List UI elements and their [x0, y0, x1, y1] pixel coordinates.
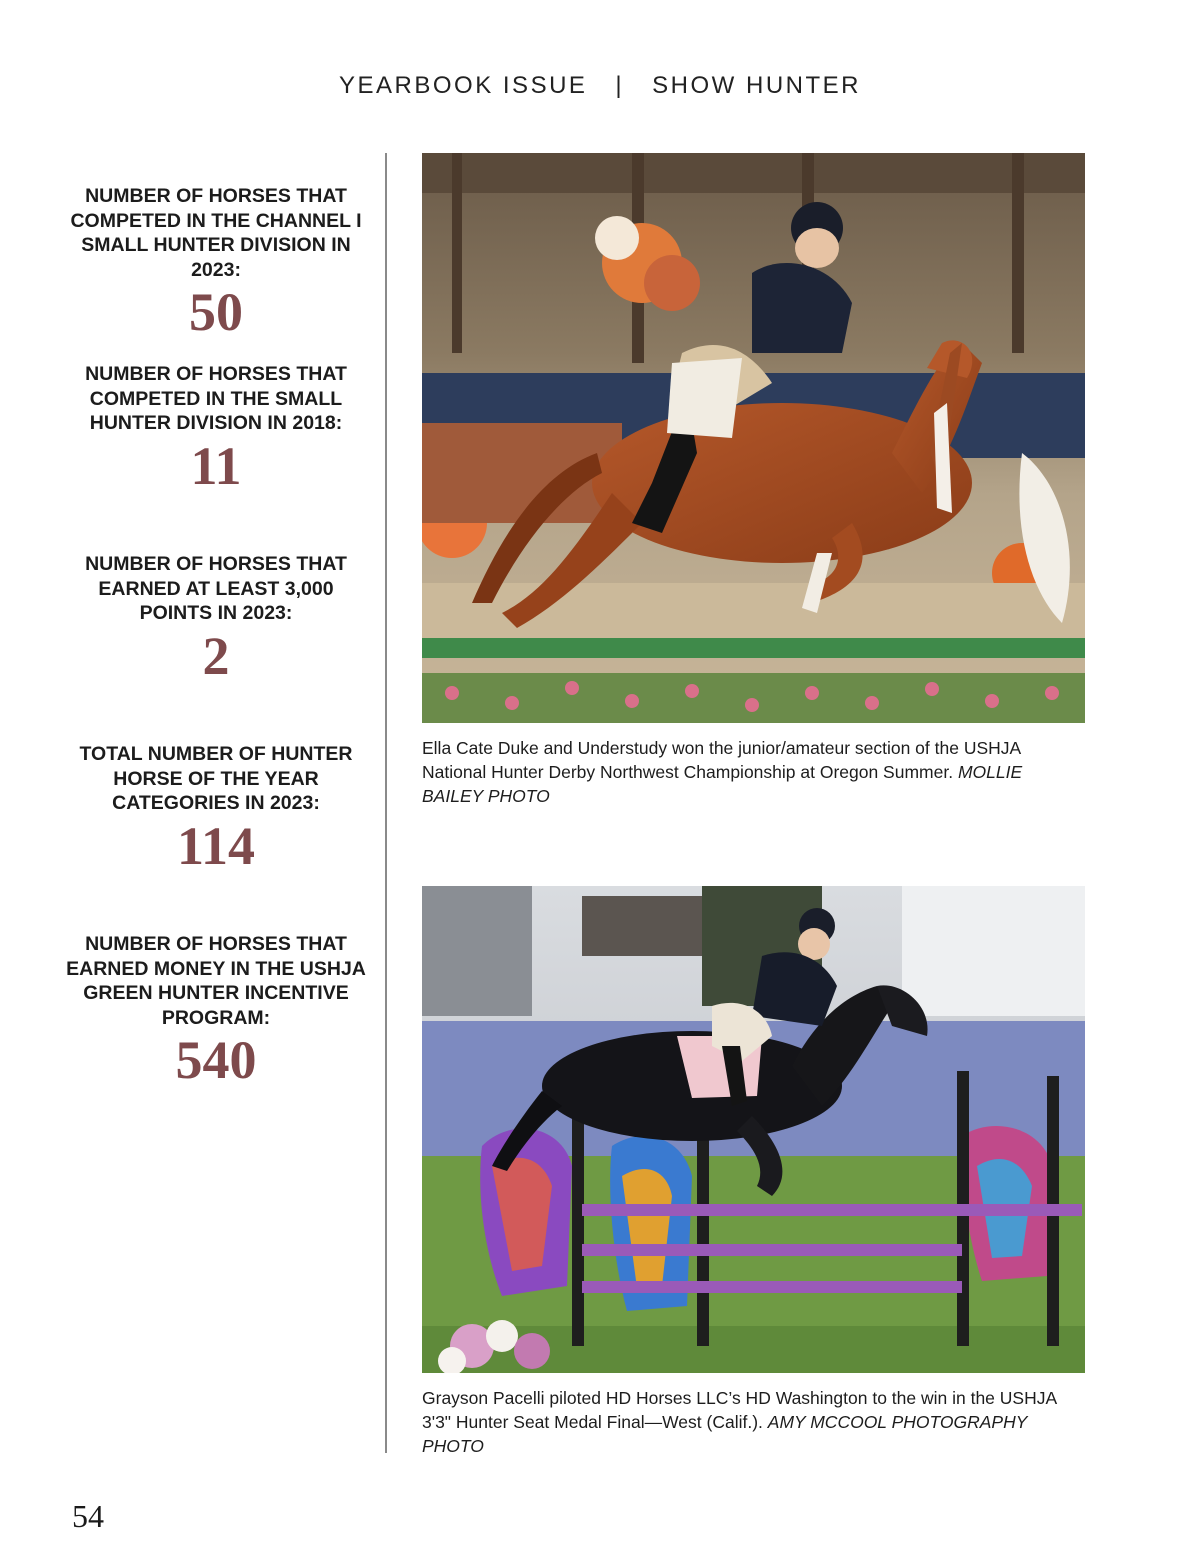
- photo-chestnut-hunter-jump: [422, 153, 1085, 723]
- column-divider: [385, 153, 387, 1453]
- stat-value: 50: [189, 282, 243, 342]
- photo-caption-1: [422, 736, 1062, 808]
- photo-caption-2: [422, 1386, 1062, 1458]
- caption-text: Ella Cate Duke and Understudy won the junior/amateur section of the USHJA National Hunter Derby Northwest Championship at Oregon Summer.: [422, 738, 1021, 782]
- stat-value: 540: [175, 1030, 257, 1090]
- stat-block-2: [66, 362, 366, 494]
- header-section-label: YEARBOOK ISSUE: [339, 72, 588, 99]
- header-separator: |: [615, 72, 625, 99]
- stat-value: 114: [176, 815, 256, 876]
- stat-block-5: [66, 932, 366, 1088]
- stat-label: TOTAL NUMBER OF HUNTER HORSE OF THE YEAR CATEGORIES IN 2023:: [79, 743, 353, 814]
- stat-block-1: [66, 184, 366, 340]
- page-number: 54: [72, 1498, 104, 1534]
- stat-value: 2: [202, 625, 230, 686]
- stat-label: NUMBER OF HORSES THAT COMPETED IN THE CHANNEL I SMALL HUNTER DIVISION IN 2023:: [70, 185, 362, 281]
- stat-label: NUMBER OF HORSES THAT COMPETED IN THE SMALL HUNTER DIVISION IN 2018:: [85, 363, 347, 434]
- stat-block-3: [66, 552, 366, 684]
- header-department-label: SHOW HUNTER: [652, 72, 861, 99]
- stat-block-4: [66, 742, 366, 874]
- stat-value: 11: [190, 435, 242, 496]
- stat-label: NUMBER OF HORSES THAT EARNED MONEY IN THE USHJA GREEN HUNTER INCENTIVE PROGRAM:: [66, 933, 366, 1029]
- caption-text: Grayson Pacelli piloted HD Horses LLC’s HD Washington to the win in the USHJA 3'3" Hunter Seat Medal Final—West (Calif.).: [422, 1388, 1057, 1432]
- photo-dark-horse-medal-final: [422, 886, 1085, 1373]
- running-header: [0, 72, 1200, 100]
- photo-credit: MOLLIE BAILEY PHOTO: [422, 762, 1023, 806]
- photo-credit: AMY MCCOOL PHOTOGRAPHY PHOTO: [422, 1412, 1028, 1456]
- stat-label: NUMBER OF HORSES THAT EARNED AT LEAST 3,000 POINTS IN 2023:: [85, 553, 347, 624]
